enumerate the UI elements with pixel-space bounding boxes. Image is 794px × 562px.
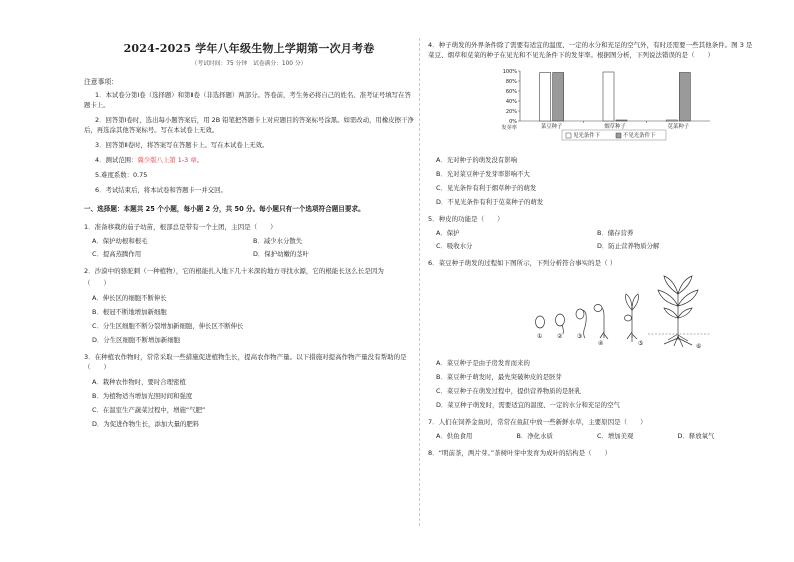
bar (616, 120, 627, 121)
germination-bar-chart (488, 65, 718, 147)
option-c: C．增加美观 (597, 431, 634, 440)
option-row (428, 229, 758, 237)
notice-item-4 (84, 156, 414, 166)
option-c: C．吸收水分 (436, 241, 473, 250)
legend-swatch (616, 133, 621, 138)
bar (540, 73, 551, 122)
question-stem: 8．“明前茶，两片芽。”茶树叶芽中发育为成叶的结构是（ ） (428, 448, 612, 457)
bar (679, 73, 690, 122)
stage-label-5: ⑤ (638, 340, 644, 347)
legend-label: 见光条件下 (573, 133, 600, 140)
x-tick-label: 苋菜种子 (667, 124, 690, 131)
question-4 (428, 40, 758, 206)
option-d: D．为促进作物生长，添加大量的肥料 (92, 419, 200, 428)
option-d: D．不见光条件有利于苋菜种子的萌发 (436, 197, 544, 206)
option-a: A．保护幼根和根毛 (92, 237, 148, 246)
notice-item-6: 6．考试结束后，将本试卷和答题卡一并交回。 (95, 185, 227, 194)
seed-germination-figure (528, 272, 728, 350)
option-b: B．减少水分散失 (253, 237, 303, 246)
legend-swatch (566, 133, 571, 138)
notice-item-2: 2．回答第Ⅰ卷时，选出每小题答案后，用 2B 铅笔把答题卡上对应题目的答案标号涂黑。如需改动，用橡皮擦干净后，再选涂其他答案标号。写在本试卷上无效。 (84, 116, 414, 135)
x-tick-label: 烟草种子 (604, 124, 626, 131)
exam-title: 2024-2025 学年八年级生物上学期第一次月考卷 (123, 42, 375, 55)
question-stem: 1．准备移栽的茄子幼苗，根部总是带有一个土团，主因是（ ） (84, 223, 277, 232)
question-6 (428, 258, 758, 409)
option-a: A．保护 (436, 228, 460, 237)
scope-prefix: 4．测试范围： (95, 156, 138, 165)
y-tick-label: 80% (505, 78, 517, 85)
stage-label-1: ① (537, 333, 543, 340)
bar (553, 73, 564, 122)
option-c: C．在温室生产蔬菜过程中，增施“气肥” (92, 405, 206, 414)
option-c: C．提高蒸腾作用 (92, 250, 142, 259)
column-divider (419, 38, 420, 526)
option-c: C．菜豆种子在萌发过程中，提供营养物质的是胚乳 (436, 386, 582, 395)
notice-item-1: 1．本试卷分第Ⅰ卷（选择题）和第Ⅱ卷（非选择题）两部分。答卷前，考生务必将自己的姓名、准考证号填写在答题卡上。 (84, 91, 411, 110)
option-row (84, 237, 414, 245)
option-b: B．菜豆种子萌发时，最先突破种皮的是胚芽 (436, 372, 562, 381)
option-a: A．栽种农作物时，要时合理密植 (92, 377, 186, 386)
stage-label-3: ③ (577, 333, 583, 340)
option-d: D．菜豆种子萌发时，需要适宜的温度、一定的水分和充足的空气 (436, 400, 620, 409)
exam-meta: （考试时间：75 分钟 试卷满分：100 分） (191, 60, 307, 67)
option-a: A．光对种子的萌发没有影响 (436, 155, 518, 164)
question-3 (84, 352, 414, 428)
option-a: A．菜豆种子是由子房发育而来的 (436, 358, 530, 367)
option-d: D．分生区细胞不断增加新细胞 (92, 335, 180, 344)
option-c: C．见光条件有利于烟草种子的萌发 (436, 183, 537, 192)
option-b: B．为植物适当增加光照时间和强度 (92, 391, 193, 400)
question-stem: 7．人们在饲养金鱼时，常常在鱼缸中放一些新鲜水草，主要原因是（ ） (428, 417, 647, 426)
option-b: B．储存营养 (597, 228, 634, 237)
seed-stage-2 (556, 314, 565, 326)
y-tick-label: 0% (509, 118, 517, 125)
option-b: B．根冠不断地增加新细胞 (92, 307, 167, 316)
bar (603, 72, 614, 121)
y-tick-label: 20% (505, 108, 517, 115)
option-b: B．净化水质 (516, 431, 553, 440)
stage-label-2: ② (557, 333, 563, 340)
option-row (84, 250, 414, 258)
question-1 (84, 222, 414, 258)
option-d: D．保护幼嫩的茎叶 (253, 250, 310, 259)
stage-label-4: ④ (598, 340, 604, 347)
legend-label: 不见光条件下 (623, 133, 656, 140)
question-stem: 3．在种植农作物时，常常采取一些措施促进植物生长，提高农作物产量。以下措施对提高作物产量没有帮助的是（ ） (84, 352, 407, 371)
y-tick-label: 60% (505, 88, 517, 95)
notice-item-5: 5.难度系数：0.75 (95, 171, 148, 179)
question-stem: 4．种子萌发的外界条件除了需要有适宜的温度、一定的水分和充足的空气外，有时还需要一些其他条件。图 3 是菜豆、烟草和苋菜的种子在见光和不见光条件下的发芽率。根据图分析，下列说法错误的是（ ） (428, 41, 753, 60)
y-tick-label: 100% (502, 68, 517, 75)
question-stem: 5．种皮的功能是（ ） (428, 214, 504, 223)
x-tick-label: 菜豆种子 (540, 124, 563, 131)
option-a: A．供鱼食用 (436, 431, 473, 440)
seed-stage-1 (536, 316, 545, 328)
question-8 (428, 448, 758, 458)
question-stem: 2．沙漠中的骆驼刺（一种植物），它的根能扎入地下几十米深的地方寻找水源，它的根能长这么长是因为 (84, 267, 384, 276)
option-d: D．防止营养物质分解 (597, 241, 660, 250)
notice-item-3: 3．回答第Ⅱ卷时，将答案写在答题卡上。写在本试卷上无效。 (95, 141, 269, 150)
y-axis-label: 发芽率 (501, 125, 517, 132)
option-row (428, 242, 758, 250)
option-b: B．光对菜豆种子发芽率影响不大 (436, 169, 530, 178)
option-d: D．释放氧气 (677, 431, 715, 440)
scope-value: 冀少版八上第 1-3 章。 (137, 156, 204, 165)
bar (666, 120, 677, 121)
question-5 (428, 214, 758, 250)
option-c: C．分生区细胞不断分裂增加新细胞，伸长区不断伸长 (92, 321, 244, 330)
question-stem-cont: （ ） (84, 278, 110, 287)
question-2 (84, 266, 414, 343)
left-column (84, 40, 414, 428)
option-a: A．伸长区的细胞不断伸长 (92, 293, 167, 302)
section-heading: 一、选择题：本题共 25 个小题，每小题 2 分，共 50 分。每小题只有一个选项符合题目要求。 (84, 204, 365, 213)
y-tick-label: 40% (505, 98, 517, 105)
option-row (428, 432, 758, 440)
question-stem: 6．菜豆种子萌发的过程如下图所示，下列分析符合事实的是（ ） (428, 258, 617, 267)
notice-heading: 注意事项： (84, 77, 118, 86)
right-column (428, 40, 758, 458)
stage-label-6: ⑥ (696, 343, 702, 350)
question-7 (428, 417, 758, 440)
